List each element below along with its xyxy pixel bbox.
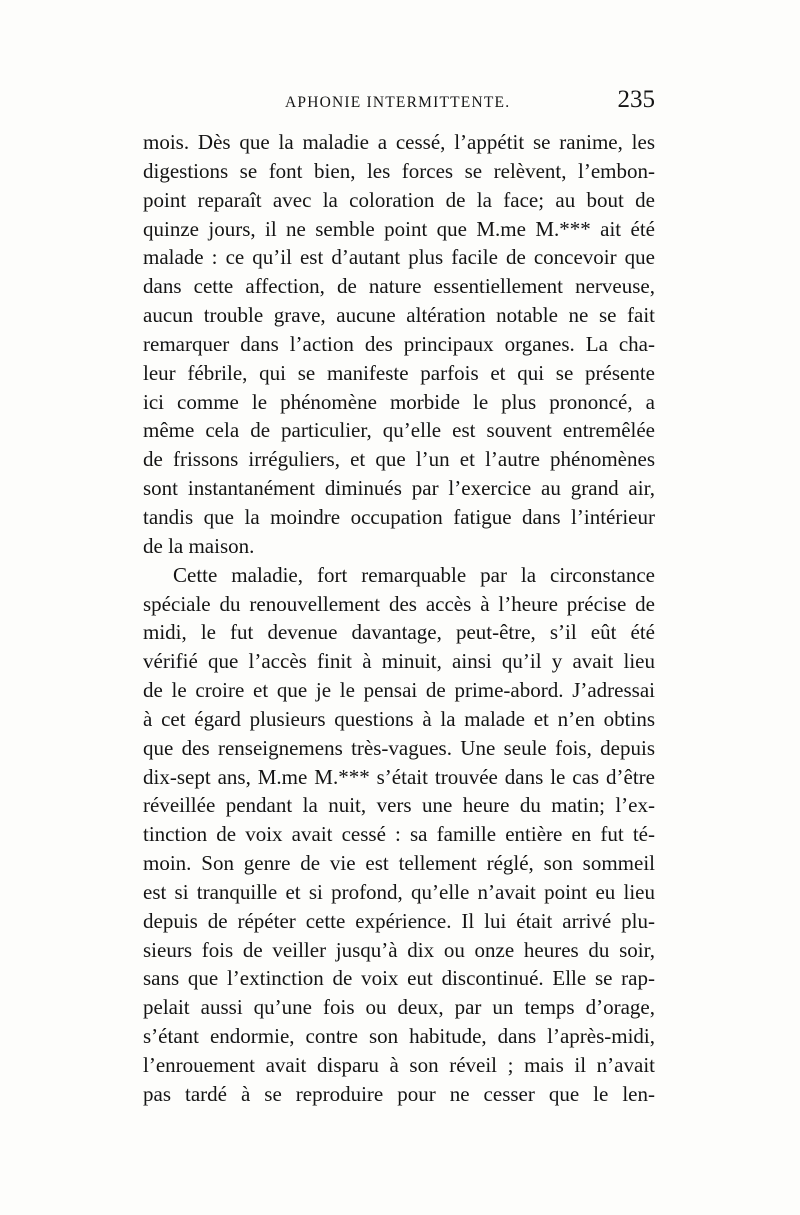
text-line: sieurs fois de veiller jusqu’à dix ou onze heures du soir,: [143, 937, 655, 962]
text-line: l’enrouement avait disparu à son réveil ; mais il n’avait: [143, 1053, 655, 1077]
text-line: tandis que la moindre occupation fatigue dans l’intérieur: [143, 504, 655, 529]
text-line: dans cette affection, de nature essentiellement nerveuse,: [143, 274, 655, 299]
text-line: dix-sept ans, M.me M.*** s’était trouvée dans le cas d’être: [143, 764, 655, 789]
text-line: tinction de voix avait cessé : sa famille entière en fut té-: [143, 822, 655, 847]
text-line: mois. Dès que la maladie a cessé, l’appétit se ranime, les: [143, 130, 655, 154]
text-line: réveillée pendant la nuit, vers une heure du matin; l’ex-: [143, 793, 655, 818]
text-line: de la maison.: [143, 533, 255, 558]
text-line: remarquer dans l’action des principaux organes. La cha-: [143, 331, 655, 356]
text-line: sont instantanément diminués par l’exercice au grand air,: [143, 476, 655, 501]
text-line: leur fébrile, qui se manifeste parfois et qui se présente: [143, 360, 655, 385]
text-line: pas tardé à se reproduire pour ne cesser que le len-: [143, 1081, 655, 1106]
text-line: Cette maladie, fort remarquable par la circonstance: [173, 562, 655, 587]
text-line: de frissons irréguliers, et que l’un et l’autre phénomènes: [143, 447, 655, 472]
text-line: quinze jours, il ne semble point que M.me M.*** ait été: [143, 216, 655, 241]
body-text: [143, 128, 655, 1109]
text-line: est si tranquille et si profond, qu’elle n’avait point eu lieu: [143, 879, 655, 904]
text-line: même cela de particulier, qu’elle est souvent entremêlée: [143, 418, 655, 443]
text-line: sans que l’extinction de voix eut discontinué. Elle se rap-: [143, 966, 655, 991]
text-line: moin. Son genre de vie est tellement réglé, son sommeil: [143, 851, 655, 876]
text-line: à cet égard plusieurs questions à la malade et n’en obtins: [143, 706, 655, 731]
text-line: midi, le fut devenue davantage, peut-être, s’il eût été: [143, 620, 655, 645]
text-line: point reparaît avec la coloration de la face; au bout de: [143, 187, 655, 212]
text-line: vérifié que l’accès finit à minuit, ainsi qu’il y avait lieu: [143, 649, 655, 674]
text-line: ici comme le phénomène morbide le plus prononcé, a: [143, 389, 655, 414]
text-line: digestions se font bien, les forces se relèvent, l’embon-: [143, 158, 655, 183]
text-line: de le croire et que je le pensai de prime-abord. J’adressai: [143, 678, 655, 703]
text-line: aucun trouble grave, aucune altération notable ne se fait: [143, 303, 655, 328]
text-line: pelait aussi qu’une fois ou deux, par un temps d’orage,: [143, 995, 655, 1020]
page-number: 235: [617, 86, 655, 113]
text-line: depuis de répéter cette expérience. Il lui était arrivé plu-: [143, 908, 655, 933]
text-line: que des renseignemens très-vagues. Une seule fois, depuis: [143, 735, 655, 760]
running-title: APHONIE INTERMITTENTE.: [285, 94, 511, 111]
text-line: spéciale du renouvellement des accès à l’heure précise de: [143, 591, 655, 616]
text-line: malade : ce qu’il est d’autant plus facile de concevoir que: [143, 245, 655, 270]
text-line: s’étant endormie, contre son habitude, dans l’après-midi,: [143, 1024, 655, 1049]
page-header: [140, 86, 655, 120]
